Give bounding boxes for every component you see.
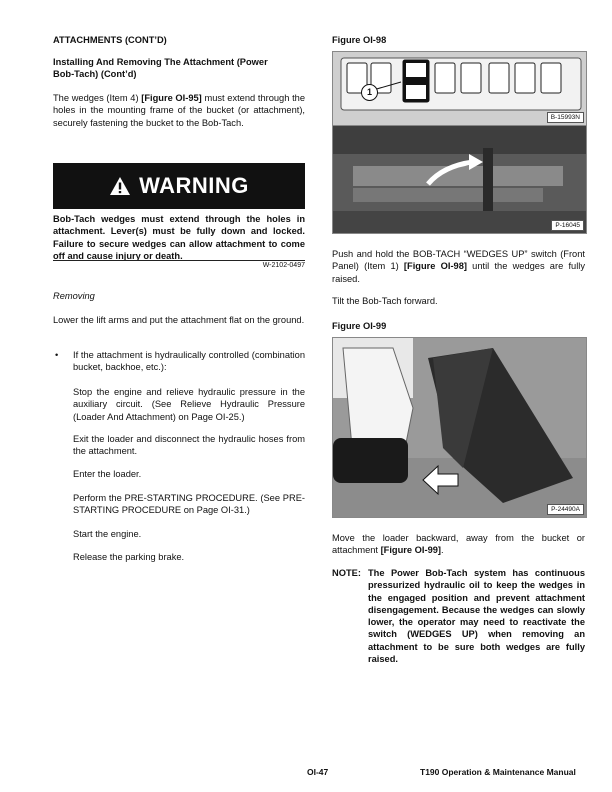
page-number: OI-47 [307,767,329,777]
para1-text: The wedges (Item 4) [53,93,142,103]
para3-text-end: until the wedges are fully raised. [332,261,585,284]
step-enter-loader: Enter the loader. [73,469,142,479]
figure-oi99-title: Figure OI-99 [332,321,387,331]
bullet-list [53,349,305,374]
warning-text: Bob-Tach wedges must extend through the holes in attachment. Lever(s) must be fully down and locked. Failure to secure wedges can allow attachment to come off and cause injury or death. [53,214,305,261]
figure-oi99-photo [332,337,587,518]
step-prestart: Perform the PRE-STARTING PROCEDURE. (See PRE-STARTING PROCEDURE on Page OI-31.) [73,493,305,516]
note-block [332,567,585,665]
para1-text-end: must extend through the holes in the mounting frame of the bucket (or attachment), securely fastening the bucket to the Bob-Tach. [53,93,305,128]
para5-text-end: . [441,545,444,556]
figure-tag-p16045: P-16045 [551,220,584,231]
para5-text: Move the loader backward, away from the bucket or attachment [332,533,585,556]
para3-text: Push and hold the BOB-TACH “WEDGES UP” switch (Front Panel) (Item 1) [332,249,585,272]
loader-bucket-illustration [333,338,586,517]
note-text: The Power Bob-Tach system has continuous pressurized hydraulic oil to keep the wedges in the engaged position and prevent attachment disengagement. Because the wedges can slowly lower, the operator may need to reactivate the switch (WEDGES UP) when removing an attachment to be sure both wedges are fully raised. [368,568,585,665]
subheading-line-2: Bob-Tach) (Cont’d) [53,69,137,80]
paragraph-move-backward [332,532,585,557]
subheading [53,56,313,81]
paragraph-lower-arms: Lower the lift arms and put the attachment flat on the ground. [53,315,305,325]
paragraph-tilt: Tilt the Bob-Tach forward. [332,296,438,306]
bullet-item [53,349,305,374]
paragraph-push-switch [332,248,585,285]
bullet-text: If the attachment is hydraulically controlled (combination bucket, backhoe, etc.): [73,350,305,373]
paragraph-wedges [53,92,305,129]
bullet-dot: • [55,350,59,360]
warning-code: W-2102-0497 [262,262,305,269]
figure-ref-oi99: [Figure OI-99] [380,545,442,556]
figure-oi98-panel-photo [332,51,587,126]
figure-tag-b15993n: B-15993N [547,112,584,123]
step-stop-engine: Stop the engine and relieve hydraulic pressure in the auxiliary circuit. (See Relieve Hydraulic Pressure (Loader And Attachment) on Page OI-25.) [73,387,305,422]
figure-oi98-title: Figure OI-98 [332,35,387,45]
subheading-line-1: Installing And Removing The Attachment (Power [53,57,268,67]
step-disconnect-hoses: Exit the loader and disconnect the hydraulic hoses from the attachment. [73,434,305,457]
callout-1: 1 [361,84,378,101]
figure-tag-p24490a: P-24490A [547,504,584,515]
figure-ref-oi98: [Figure OI-98] [403,261,467,272]
warning-divider [53,260,305,261]
warning-banner [53,163,305,209]
step-release-brake: Release the parking brake. [73,552,185,562]
figure-ref-oi95: [Figure OI-95] [141,93,202,103]
warning-title: WARNING [139,173,249,198]
step-start-engine: Start the engine. [73,529,142,539]
section-heading: ATTACHMENTS (CONT’D) [53,35,167,45]
warning-triangle-icon [109,176,131,196]
manual-title: T190 Operation & Maintenance Manual [420,767,576,777]
removing-heading: Removing [53,291,95,301]
lever-illustration [333,126,586,233]
note-label: NOTE: [332,568,361,578]
figure-oi98-lever-photo [332,125,587,234]
